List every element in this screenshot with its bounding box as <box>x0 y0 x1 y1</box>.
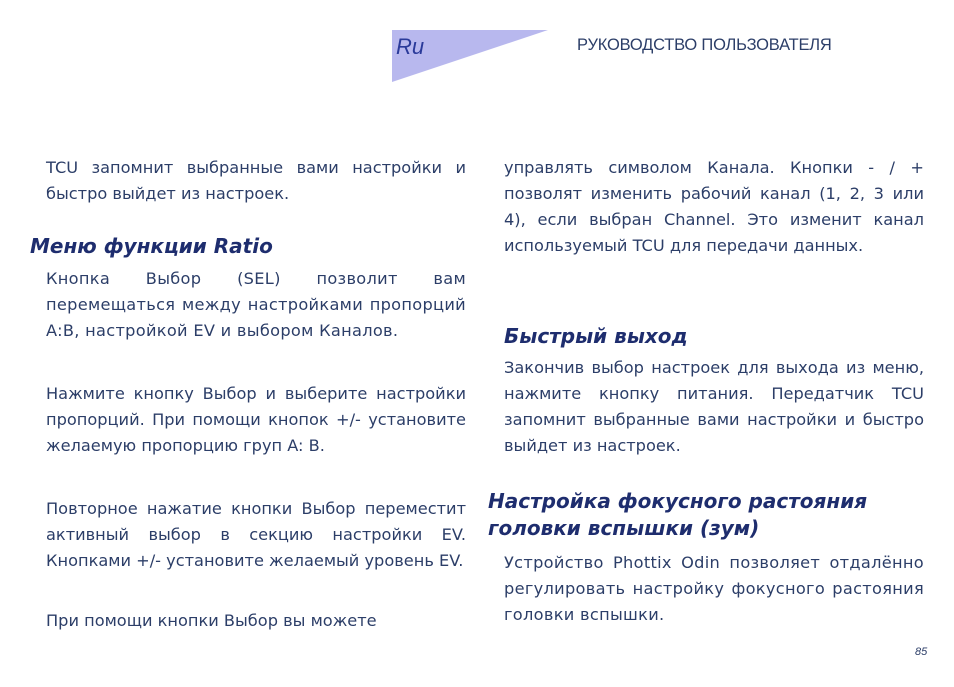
paragraph: Закончив выбор настроек для выхода из меню, нажмите кнопку питания. Передатчик TCU запомнит выбранные вами настройки и быстро выйдет из настроек. <box>504 358 924 455</box>
header-title: РУКОВОДСТВО ПОЛЬЗОВАТЕЛЯ <box>577 36 832 54</box>
section-heading-ratio-menu: Меню функции Ratio <box>30 234 273 258</box>
paragraph: управлять символом Канала. Кнопки - / + позволят изменить рабочий канал (1, 2, 3 или 4), если выбран Channel. Это изменит канал используемый TCU для передачи данных. <box>504 158 924 255</box>
paragraph: Устройство Phottix Odin позволяет отдалённо регулировать настройку фокусного растояния головки вспышки. <box>504 553 924 624</box>
paragraph: Повторное нажатие кнопки Выбор переместит активный выбор в секцию настройки EV. Кнопками +/- установите желаемый уровень EV. <box>46 499 466 570</box>
paragraph: TCU запомнит выбранные вами настройки и быстро выйдет из настроек. <box>46 158 466 203</box>
section-heading-quick-exit: Быстрый выход <box>504 324 688 348</box>
language-label: Ru <box>396 34 425 59</box>
paragraph: Нажмите кнопку Выбор и выберите настройки пропорций. При помощи кнопок +/- установите желаемую пропорцию груп A: B. <box>46 384 466 455</box>
paragraph: Кнопка Выбор (SEL) позволит вам перемещаться между настройками пропорций A:B, настройкой EV и выбором Каналов. <box>46 269 466 340</box>
paragraph: При помощи кнопки Выбор вы можете <box>46 611 377 630</box>
language-tab <box>392 30 548 82</box>
section-heading-zoom: Настройка фокусного растояния головки вспышки (зум) <box>488 489 868 540</box>
page-number: 85 <box>915 646 928 658</box>
